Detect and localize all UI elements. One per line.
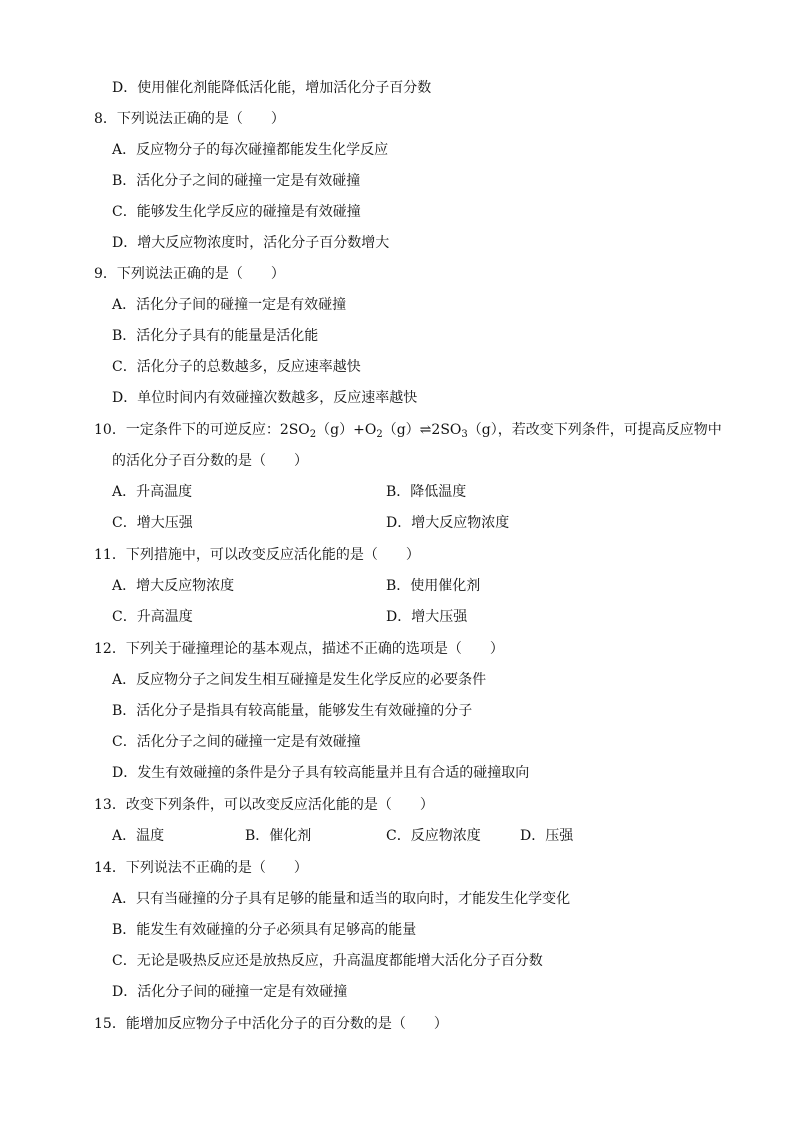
- q8-stem: 8．下列说法正确的是（ ）: [94, 111, 285, 127]
- q14-option-d: D．活化分子间的碰撞一定是有效碰撞: [112, 984, 348, 1000]
- q7-option-d: D．使用催化剂能降低活化能，增加活化分子百分数: [112, 80, 432, 96]
- q11-option-a: A．增大反应物浓度: [112, 578, 235, 594]
- q12-option-b: B．活化分子是指具有较高能量，能够发生有效碰撞的分子: [112, 703, 473, 719]
- q10-option-b: B．降低温度: [386, 484, 467, 500]
- q12-option-a: A．反应物分子之间发生相互碰撞是发生化学反应的必要条件: [112, 672, 487, 688]
- q10-stem-prefix: 10．一定条件下的可逆反应：2SO: [94, 422, 310, 438]
- q11-option-c: C．升高温度: [112, 609, 193, 625]
- q12-option-c: C．活化分子之间的碰撞一定是有效碰撞: [112, 734, 361, 750]
- q10-sub-2: 2: [376, 429, 383, 440]
- q13-option-c: C．反应物浓度: [386, 828, 481, 844]
- q14-option-c: C．无论是吸热反应还是放热反应，升高温度都能增大活化分子百分数: [112, 953, 543, 969]
- q14-stem: 14．下列说法不正确的是（ ）: [94, 860, 308, 876]
- q8-option-c: C．能够发生化学反应的碰撞是有效碰撞: [112, 204, 361, 220]
- q10-sub-1: 2: [309, 429, 317, 440]
- q11-option-b: B．使用催化剂: [386, 578, 481, 594]
- q13-option-b: B．催化剂: [245, 828, 312, 844]
- q15-stem: 15．能增加反应物分子中活化分子的百分数的是（ ）: [94, 1016, 448, 1032]
- q9-stem: 9．下列说法正确的是（ ）: [94, 266, 285, 282]
- q10-stem: [94, 421, 722, 439]
- q9-option-c: C．活化分子的总数越多，反应速率越快: [112, 359, 361, 375]
- q9-option-d: D．单位时间内有效碰撞次数越多，反应速率越快: [112, 390, 418, 406]
- q10-option-a: A．升高温度: [112, 484, 193, 500]
- q13-option-d: D．压强: [520, 828, 574, 844]
- q10-option-d: D．增大反应物浓度: [386, 515, 510, 531]
- q10-stem-mid2: （g）⇌2SO: [382, 422, 462, 438]
- q8-option-d: D．增大反应物浓度时，活化分子百分数增大: [112, 235, 390, 251]
- q10-stem-mid1: （g）+O: [316, 422, 377, 438]
- q13-option-a: A．温度: [112, 828, 165, 844]
- q8-option-b: B．活化分子之间的碰撞一定是有效碰撞: [112, 173, 361, 189]
- q10-sub-3: 3: [461, 429, 468, 440]
- q10-stem-line2: 的活化分子百分数的是（ ）: [112, 453, 308, 469]
- q14-option-b: B．能发生有效碰撞的分子必须具有足够高的能量: [112, 922, 417, 938]
- q10-option-c: C．增大压强: [112, 515, 193, 531]
- q10-stem-suffix: （g），若改变下列条件，可提高反应物中: [467, 422, 722, 438]
- q9-option-a: A．活化分子间的碰撞一定是有效碰撞: [112, 297, 347, 313]
- q11-option-d: D．增大压强: [386, 609, 468, 625]
- q13-stem: 13．改变下列条件，可以改变反应活化能的是（ ）: [94, 797, 434, 813]
- q14-option-a: A．只有当碰撞的分子具有足够的能量和适当的取向时，才能发生化学变化: [112, 891, 571, 907]
- q12-option-d: D．发生有效碰撞的条件是分子具有较高能量并且有合适的碰撞取向: [112, 765, 530, 781]
- q12-stem: 12．下列关于碰撞理论的基本观点，描述不正确的选项是（ ）: [94, 641, 504, 657]
- q9-option-b: B．活化分子具有的能量是活化能: [112, 328, 319, 344]
- q8-option-a: A．反应物分子的每次碰撞都能发生化学反应: [112, 142, 389, 158]
- q11-stem: 11．下列措施中，可以改变反应活化能的是（ ）: [94, 547, 420, 563]
